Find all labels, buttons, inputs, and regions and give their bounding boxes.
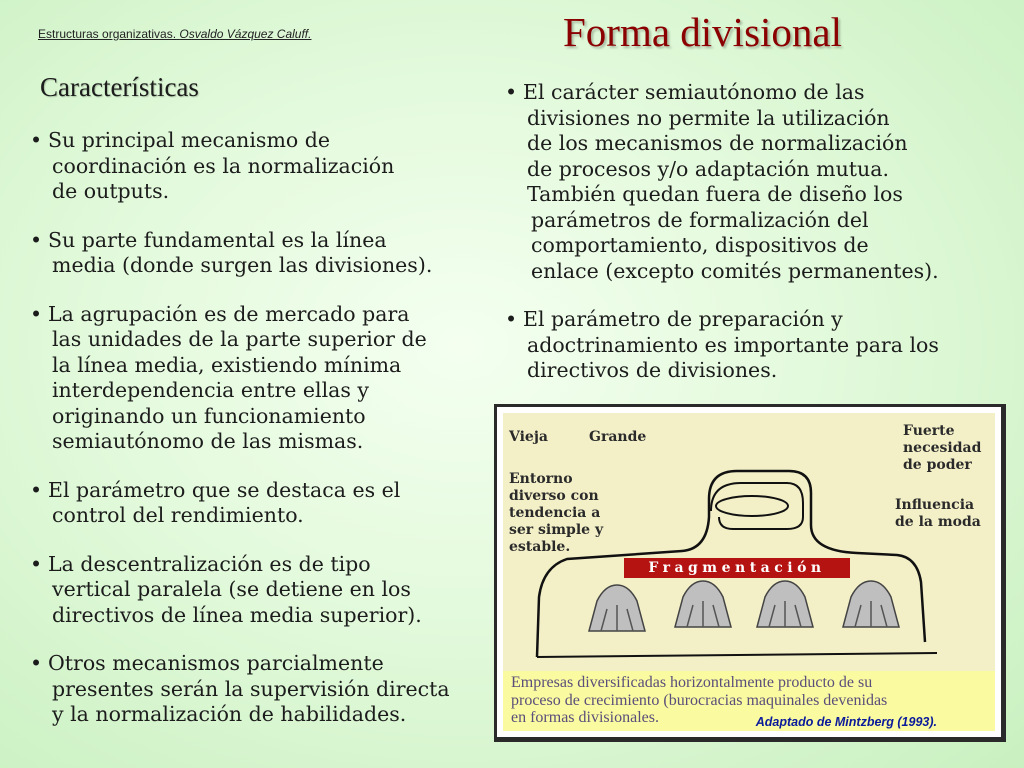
- bullet-line: comportamiento, dispositivos de: [531, 233, 869, 257]
- bullet-marker: •: [30, 551, 43, 576]
- section-heading: Características: [40, 72, 199, 102]
- bullet-line: Su principal mecanismo de: [48, 128, 331, 152]
- bullet-marker: •: [30, 301, 43, 326]
- label-line: de la moda: [895, 514, 981, 530]
- bullet-line: La agrupación es de mercado para: [48, 301, 410, 326]
- ground-line: [537, 653, 937, 657]
- bullet-line: adoctrinamiento es importante para los: [527, 332, 939, 357]
- bullet-item: [30, 128, 500, 205]
- bullet-item: [505, 80, 1010, 284]
- bullet-item: [505, 307, 1010, 384]
- bullet-line: semiautónomo de las mismas.: [52, 429, 364, 453]
- bullet-line: El parámetro que se destaca es el: [48, 477, 401, 502]
- label-line: estable.: [509, 539, 571, 555]
- slide-attribution: [38, 27, 311, 41]
- label-line: necesidad: [903, 440, 982, 456]
- bullet-item: [30, 552, 500, 629]
- bullet-item: [30, 478, 500, 529]
- label-line: tendencia a: [509, 505, 601, 521]
- bullet-line: de procesos y/o adaptación mutua.: [527, 156, 889, 181]
- bullet-item: [30, 228, 500, 279]
- bullet-marker: •: [505, 307, 518, 331]
- bullet-line: de los mecanismos de normalización: [527, 131, 908, 155]
- division-3: [757, 581, 813, 627]
- attribution-text: Estructuras organizativas.: [38, 27, 177, 41]
- division-4: [843, 581, 899, 627]
- strategic-apex: [716, 496, 788, 516]
- bullet-marker: •: [505, 80, 518, 104]
- caption-line: Empresas diversificadas horizontalmente producto de su: [511, 674, 873, 691]
- bullet-item: [30, 651, 500, 728]
- slide-title: Forma divisional: [563, 9, 843, 55]
- bullet-line: coordinación es la normalización: [52, 153, 395, 178]
- label-line: diverso con: [509, 488, 599, 504]
- label-entorno: [509, 471, 603, 556]
- label-line: Entorno: [509, 471, 573, 487]
- bullet-line: El parámetro de preparación y: [523, 307, 843, 331]
- bullet-line: directivos de divisiones.: [527, 358, 778, 382]
- bullet-line: enlace (excepto comités permanentes).: [531, 258, 939, 283]
- bullet-item: [30, 302, 500, 455]
- bullet-line: interdependencia entre ellas y: [52, 378, 369, 402]
- bullet-line: El carácter semiautónomo de las: [523, 80, 865, 104]
- right-column: [505, 80, 1010, 407]
- bullet-line: de outputs.: [52, 179, 170, 203]
- bullet-line: directivos de línea media superior).: [52, 602, 422, 627]
- bullet-line: media (donde surgen las divisiones).: [52, 253, 433, 277]
- division-1: [589, 585, 645, 631]
- line-middle-bump: [711, 483, 803, 529]
- label-vieja: Vieja: [509, 429, 548, 445]
- fragmentation-banner: Fragmentación: [624, 558, 850, 578]
- left-column: [30, 128, 500, 751]
- caption-line: en formas divisionales.: [511, 709, 659, 726]
- bullet-marker: •: [30, 128, 43, 152]
- bullet-line: divisiones no permite la utilización: [527, 105, 890, 130]
- label-grande: Grande: [589, 429, 647, 445]
- bullet-line: las unidades de la parte superior de: [52, 327, 427, 351]
- bullet-line: control del rendimiento.: [52, 503, 304, 527]
- bullet-line: También quedan fuera de diseño los: [527, 182, 903, 206]
- label-line: Fuerte: [903, 423, 955, 439]
- bullet-line: originando un funcionamiento: [52, 403, 366, 428]
- bullet-line: vertical paralela (se detiene en los: [52, 577, 411, 601]
- label-line: ser simple y: [509, 522, 604, 538]
- source-citation: Adaptado de Mintzberg (1993).: [755, 715, 937, 729]
- divisional-diagram: [494, 404, 1006, 742]
- label-line: de poder: [903, 457, 972, 473]
- division-2: [675, 581, 731, 627]
- bullet-line: Su parte fundamental es la línea: [48, 227, 387, 252]
- bullet-line: Otros mecanismos parcialmente: [48, 651, 384, 675]
- label-influencia-moda: [895, 497, 981, 531]
- bullet-line: La descentralización es de tipo: [48, 551, 371, 576]
- label-line: Influencia: [895, 497, 975, 513]
- label-fuerte-necesidad: [903, 423, 981, 474]
- bullet-marker: •: [30, 651, 43, 675]
- attribution-author: Osvaldo Vázquez Caluff.: [179, 27, 312, 41]
- caption-line: proceso de crecimiento (burocracias maquinales devenidas: [511, 691, 888, 709]
- bullet-marker: •: [30, 227, 43, 252]
- bullet-line: y la normalización de habilidades.: [52, 702, 407, 726]
- bullet-marker: •: [30, 477, 43, 502]
- bullet-line: la línea media, existiendo mínima: [52, 352, 402, 377]
- bullet-line: presentes serán la supervisión directa: [52, 676, 450, 701]
- bullet-line: parámetros de formalización del: [531, 207, 869, 232]
